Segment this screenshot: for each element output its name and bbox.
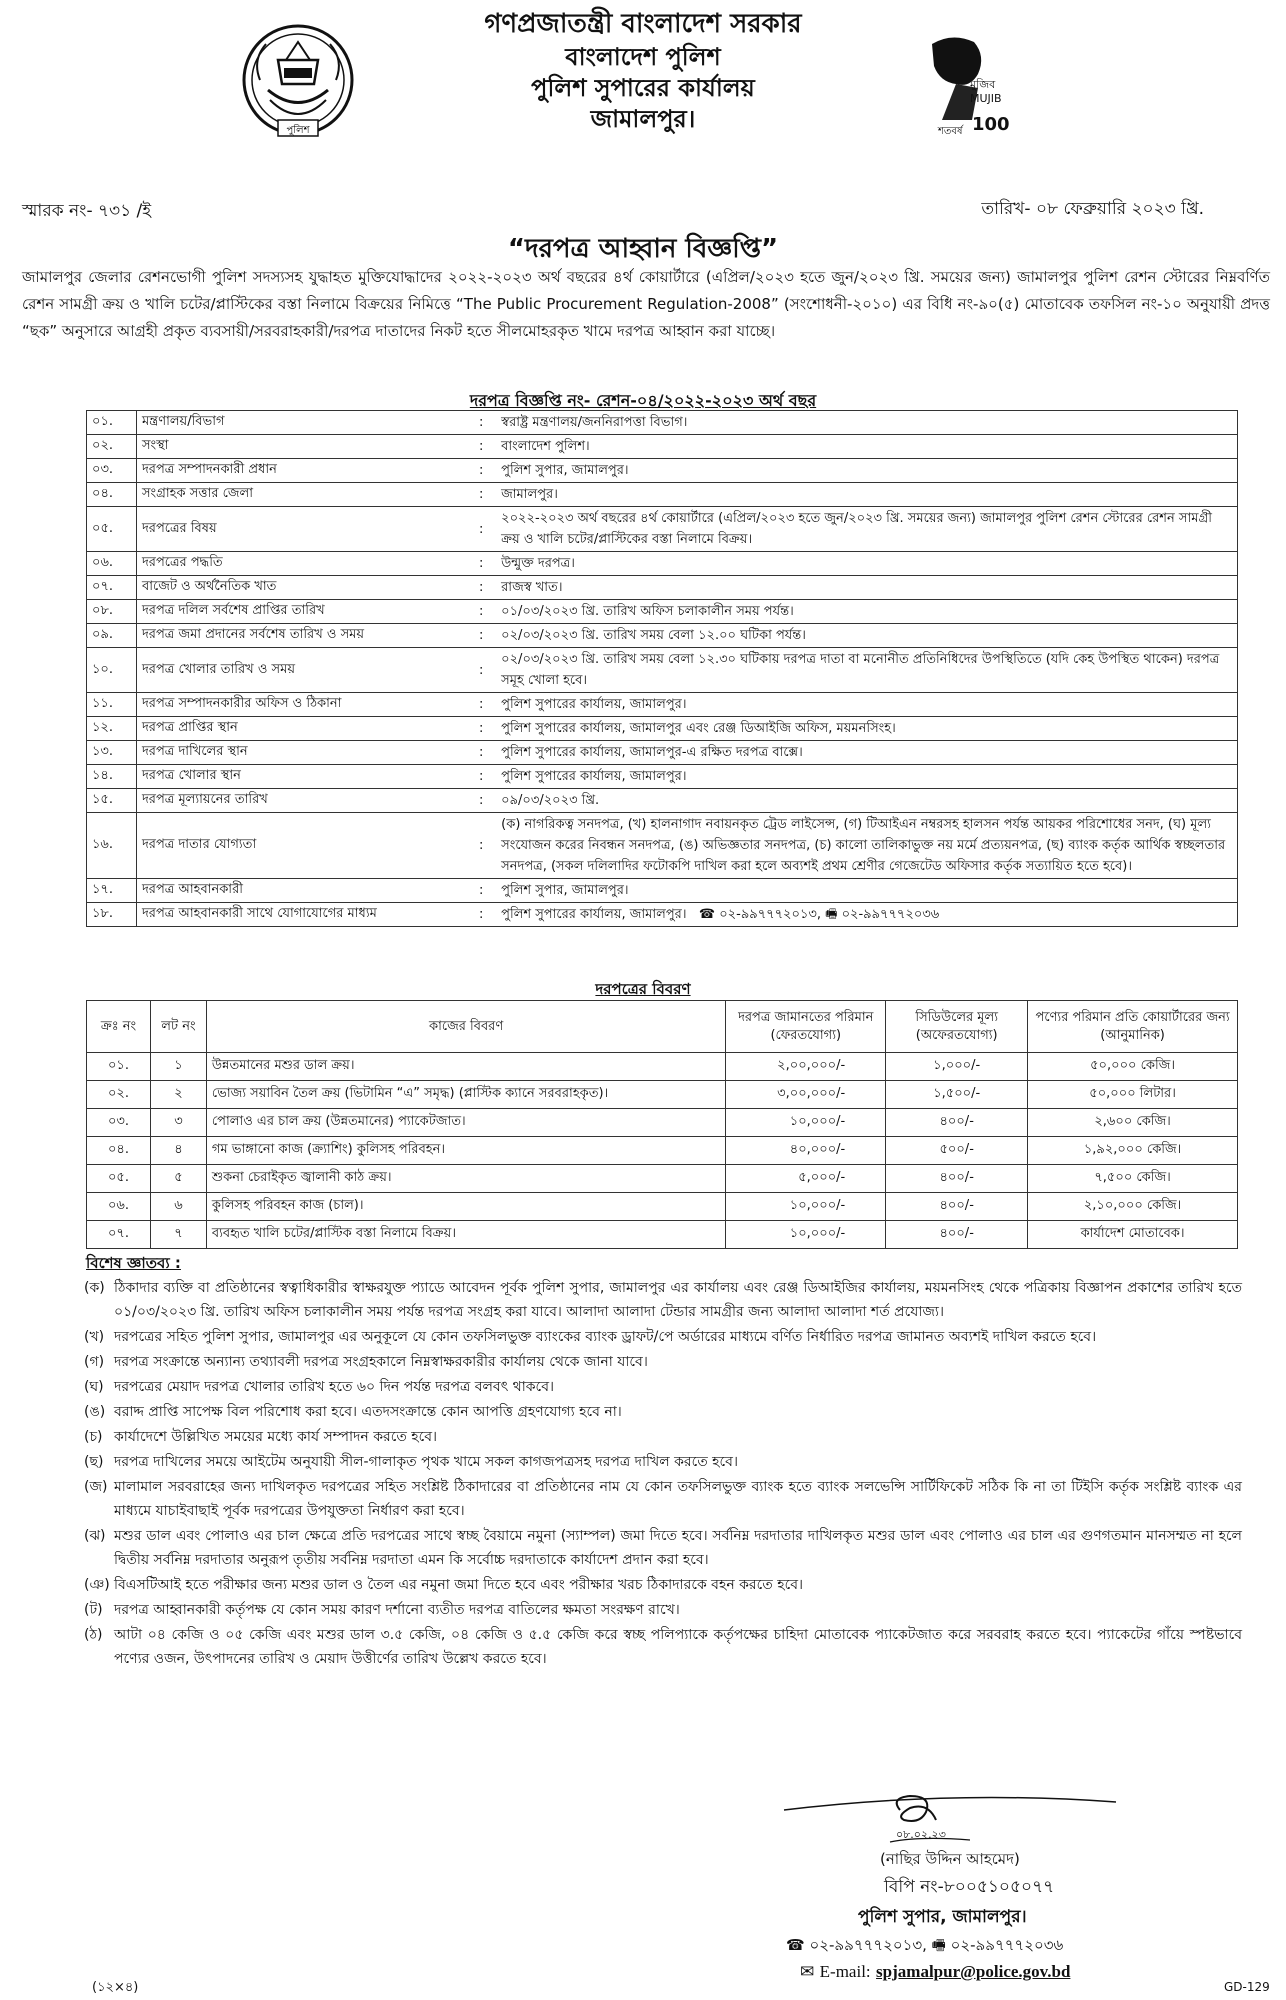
signatory-name: (নাছির উদ্দিন আহমেদ) (880, 1850, 1020, 1868)
info-row-number: ০৫. (87, 507, 137, 552)
contact-fax: ০২-৯৯৭৭৭২০৩৬ (841, 907, 940, 922)
detail-security: ৩,০০,০০০/- (726, 1081, 886, 1109)
letterhead (0, 8, 1286, 135)
detail-description: পোলাও এর চাল ক্রয় (উন্নতমানের) প্যাকেটজাত। (206, 1109, 725, 1137)
info-row-colon: : (466, 765, 496, 789)
info-row (87, 435, 1238, 459)
detail-quantity: ২,১০,০০০ কেজি। (1028, 1193, 1238, 1221)
detail-schedule: ৪০০/- (886, 1193, 1028, 1221)
detail-lot: ৪ (150, 1137, 206, 1165)
info-row-value (496, 903, 1237, 927)
info-row-value: জামালপুর। (496, 483, 1237, 507)
detail-lot: ৩ (150, 1109, 206, 1137)
special-note-text: দরপত্রের মেয়াদ দরপত্র খোলার তারিখ হতে ৬০ দিন পর্যন্ত দরপত্র বলবৎ থাকবে। (114, 1379, 554, 1395)
special-note-text: দরপত্র দাখিলের সময়ে আইটেম অনুযায়ী সীল-গালাকৃত পৃথক খামে সকল কাগজপত্রসহ দরপত্র দাখিল করতে হবে। (114, 1454, 738, 1470)
detail-row (87, 1081, 1238, 1109)
info-row-value: ০১/০৩/২০২৩ খ্রি. তারিখ অফিস চলাকালীন সময় পর্যন্ত। (496, 600, 1237, 624)
info-row (87, 600, 1238, 624)
contact-office: পুলিশ সুপারের কার্যালয়, জামালপুর। (501, 907, 687, 922)
detail-security: ৪০,০০০/- (726, 1137, 886, 1165)
detail-security: ১০,০০০/- (726, 1221, 886, 1249)
info-row-number: ০৬. (87, 552, 137, 576)
info-row-colon: : (466, 879, 496, 903)
intro-paragraph: জামালপুর জেলার রেশনভোগী পুলিশ সদস্যসহ যুদ্ধাহত মুক্তিযোদ্ধাদের ২০২২-২০২৩ অর্থ বছরের ৪র্থ কোয়ার্টারে (এপ্রিল/২০২৩ হতে জুন/২০২৩ খ্রি. সময়ের জন্য) জামালপুর পুলিশ রেশন স্টোরের নিম্নবর্ণিত রেশন সামগ্রী ক্রয় ও খালি চটের/প্লাস্টিকের বস্তা নিলামে বিক্রয়ের নিমিত্তে “The Public Procurement Regulation-2008” (সংশোধনী-২০১০) এর বিধি নং-৯০(৫) মোতাবেক তফসিল নং-১০ অনুযায়ী প্রদত্ত “ছক” অনুসারে আগ্রহী প্রকৃত ব্যবসায়ী/সরবরাহকারী/দরপত্র দাতাদের নিকট হতে সীলমোহরকৃত খামে দরপত্র আহ্বান করা যাচ্ছে। (22, 268, 1270, 340)
info-row-colon: : (466, 624, 496, 648)
info-row-label: দরপত্র প্রাপ্তির স্থান (136, 717, 466, 741)
details-heading: দরপত্রের বিবরণ (595, 980, 691, 998)
info-row-label: দরপত্র জমা প্রদানের সর্বশেষ তারিখ ও সময় (136, 624, 466, 648)
info-row-colon: : (466, 789, 496, 813)
special-note-item (22, 1375, 1242, 1399)
detail-schedule: ৪০০/- (886, 1165, 1028, 1193)
info-row-colon: : (466, 435, 496, 459)
info-row-number: ০৩. (87, 459, 137, 483)
info-row-colon: : (466, 552, 496, 576)
info-row-label: দরপত্রের পদ্ধতি (136, 552, 466, 576)
detail-schedule: ১,০০০/- (886, 1053, 1028, 1081)
info-row-number: ১২. (87, 717, 137, 741)
info-row-value: ০২/০৩/২০২৩ খ্রি. তারিখ সময় বেলা ১২.০০ ঘটিকা পর্যন্ত। (496, 624, 1237, 648)
info-row-colon: : (466, 717, 496, 741)
special-note-marker: (ঘ) (84, 1379, 104, 1395)
logo-right-text-4: 100 (972, 114, 1010, 135)
detail-description: ভোজ্য সয়াবিন তৈল ক্রয় (ভিটামিন “এ” সমৃদ্ধ) (প্লাস্টিক ক্যানে সরবরাহকৃত)। (206, 1081, 725, 1109)
info-row-number: ০৯. (87, 624, 137, 648)
info-row (87, 483, 1238, 507)
detail-row (87, 1221, 1238, 1249)
info-row-value: (ক) নাগরিকত্ব সনদপত্র, (খ) হালনাগাদ নবায়নকৃত ট্রেড লাইসেন্স, (গ) টিআইএন নম্বরসহ হালসন পর্যন্ত আয়কর পরিশোধের সনদ, (ঘ) মূল্য সংযোজন করের নিবন্ধন সনদপত্র, (ঙ) অভিজ্ঞতার সনদপত্র, (চ) কালো তালিকাভুক্ত নয় মর্মে প্রত্যয়নপত্র, (ছ) ব্যাংক কর্তৃক আর্থিক স্বচ্ছলতার সনদপত্র, (সকল দলিলাদির ফটোকপি দাখিল করা হলে অব্যশই প্রথম শ্রেণীর গেজেটেড অফিসার কর্তৃক সত্যায়িত হতে হবে)। (496, 813, 1237, 879)
header-lot: লট নং (150, 1001, 206, 1053)
special-note-item (22, 1325, 1242, 1349)
special-note-item (22, 1524, 1242, 1572)
detail-quantity: ৭,৫০০ কেজি। (1028, 1165, 1238, 1193)
info-row-label: দরপত্র খোলার স্থান (136, 765, 466, 789)
detail-quantity: ১,৯২,০০০ কেজি। (1028, 1137, 1238, 1165)
info-row-colon: : (466, 459, 496, 483)
info-row-label: দরপত্রের বিষয় (136, 507, 466, 552)
info-row-number: ০২. (87, 435, 137, 459)
special-note-item (22, 1450, 1242, 1474)
detail-lot: ২ (150, 1081, 206, 1109)
special-note-item (22, 1400, 1242, 1424)
signature-date: ০৮.০২.২৩ (896, 1828, 946, 1841)
info-row-colon: : (466, 411, 496, 435)
detail-lot: ৭ (150, 1221, 206, 1249)
detail-header-row (87, 1001, 1238, 1053)
envelope-icon: ✉ (800, 1962, 815, 1982)
detail-description: ব্যবহৃত খালি চটের/প্লাস্টিক বস্তা নিলামে বিক্রয়। (206, 1221, 725, 1249)
info-row-number: ০৮. (87, 600, 137, 624)
contact-phone: ০২-৯৯৭৭৭২০১৩, (719, 907, 821, 922)
tender-info-body (87, 411, 1238, 927)
detail-description: কুলিসহ পরিবহন কাজ (চাল)। (206, 1193, 725, 1221)
info-row (87, 576, 1238, 600)
special-note-item (22, 1350, 1242, 1374)
detail-description: শুকনা চেরাইকৃত জ্বালানী কাঠ ক্রয়। (206, 1165, 725, 1193)
organization-name: বাংলাদেশ পুলিশ (565, 42, 721, 71)
info-row-label: দরপত্র মূল্যায়নের তারিখ (136, 789, 466, 813)
detail-schedule: ১,৫০০/- (886, 1081, 1028, 1109)
special-note-marker: (ক) (84, 1280, 105, 1296)
info-row-value: ০৯/০৩/২০২৩ খ্রি. (496, 789, 1237, 813)
detail-lot: ৬ (150, 1193, 206, 1221)
special-note-text: ঠিকাদার ব্যক্তি বা প্রতিষ্ঠানের স্বত্বাধিকারীর স্বাক্ষরযুক্ত প্যাডে আবেদন পূর্বক পুলিশ সুপার, জামালপুর এর কার্যালয় এবং রেঞ্জ ডিআইজির কার্যালয়, ময়মনসিংহ থেকে পত্রিকায় বিজ্ঞাপন প্রকাশের তারিখ হতে ০১/০৩/২০২৩ খ্রি. তারিখ অফিস চলাকালীন সময় পর্যন্ত দরপত্র সংগ্রহ করা যাবে। আলাদা আলাদা টেন্ডার সামগ্রীর জন্য আলাদা আলাদা শর্ত প্রযোজ্য। (114, 1280, 1242, 1320)
special-note-item (22, 1573, 1242, 1597)
detail-description: উন্নতমানের মশুর ডাল ক্রয়। (206, 1053, 725, 1081)
phone-icon: ☎ (698, 907, 716, 922)
detail-security: ১০,০০০/- (726, 1193, 886, 1221)
special-note-item (22, 1475, 1242, 1523)
special-note-marker: (ট) (84, 1602, 103, 1618)
special-notes-list (22, 1276, 1242, 1672)
special-note-item (22, 1598, 1242, 1622)
info-row-colon: : (466, 648, 496, 693)
info-row-18 (87, 903, 1238, 927)
info-row-value: পুলিশ সুপারের কার্যালয়, জামালপুর এবং রেঞ্জ ডিআইজি অফিস, ময়মনসিংহ। (496, 717, 1237, 741)
issue-date: তারিখ- ০৮ ফেব্রুয়ারি ২০২৩ খ্রি. (981, 199, 1204, 219)
info-row (87, 624, 1238, 648)
detail-serial: ০৫. (87, 1165, 151, 1193)
office-location: জামালপুর। (590, 105, 696, 134)
special-note-text: দরপত্র সংক্রান্তে অন্যান্য তথ্যাবলী দরপত্র সংগ্রহকালে নিম্নস্বাক্ষরকারীর কার্যালয় থেকে জানা যাবে। (114, 1354, 648, 1370)
info-row-label: দরপত্র সম্পাদনকারী প্রধান (136, 459, 466, 483)
special-note-text: কার্যাদেশে উল্লিখিত সময়ের মধ্যে কার্য সম্পাদন করতে হবে। (114, 1429, 438, 1445)
memo-number: স্মারক নং- ৭৩১ /ই (22, 201, 152, 221)
footer-size-note: (১২×৪) (92, 1980, 139, 1995)
info-row-number: ১৮. (87, 903, 137, 927)
info-row (87, 813, 1238, 879)
header-quantity: পণ্যের পরিমান প্রতি কোয়ার্টারের জন্য (আনুমানিক) (1028, 1001, 1238, 1053)
signatory-email-line (800, 1962, 1070, 1982)
detail-quantity: ৫০,০০০ লিটার। (1028, 1081, 1238, 1109)
info-row-label: দরপত্র দলিল সর্বশেষ প্রাপ্তির তারিখ (136, 600, 466, 624)
info-row-label: সংগ্রাহক সত্তার জেলা (136, 483, 466, 507)
special-note-marker: (খ) (84, 1329, 105, 1345)
info-row-label: দরপত্র দাতার যোগ্যতা (136, 813, 466, 879)
info-row-label: মন্ত্রণালয়/বিভাগ (136, 411, 466, 435)
detail-security: ১০,০০০/- (726, 1109, 886, 1137)
detail-row (87, 1053, 1238, 1081)
detail-quantity: ৫০,০০০ কেজি। (1028, 1053, 1238, 1081)
header-security: দরপত্র জামানতের পরিমান (ফেরতযোগ্য) (726, 1001, 886, 1053)
special-note-item (22, 1425, 1242, 1449)
fax-icon: 🖷 (931, 1936, 946, 1954)
info-row-value: পুলিশ সুপারের কার্যালয়, জামালপুর। (496, 693, 1237, 717)
info-row-value: ২০২২-২০২৩ অর্থ বছরের ৪র্থ কোয়ার্টারে (এপ্রিল/২০২৩ হতে জুন/২০২৩ খ্রি. সময়ের জন্য) জামালপুর পুলিশ রেশন স্টোরের রেশন সামগ্রী ক্রয় ও খালি চটের/প্লাস্টিকের বস্তা নিলামে বিক্রয়। (496, 507, 1237, 552)
info-row-number: ১৬. (87, 813, 137, 879)
info-row-number: ১৩. (87, 741, 137, 765)
detail-description: গম ভাঙ্গানো কাজ (ক্র্যাশিং) কুলিসহ পরিবহন। (206, 1137, 725, 1165)
info-row-colon: : (466, 507, 496, 552)
info-row-label: দরপত্র খোলার তারিখ ও সময় (136, 648, 466, 693)
info-row (87, 741, 1238, 765)
info-row-value: বাংলাদেশ পুলিশ। (496, 435, 1237, 459)
detail-table-header (87, 1001, 1238, 1053)
detail-schedule: ৫০০/- (886, 1137, 1028, 1165)
notice-title: “দরপত্র আহ্বান বিজ্ঞপ্তি” (507, 234, 779, 264)
info-row (87, 717, 1238, 741)
header-schedule: সিডিউলের মূল্য (অফেরতযোগ্য) (886, 1001, 1028, 1053)
header-description: কাজের বিবরণ (206, 1001, 725, 1053)
special-note-marker: (চ) (84, 1429, 103, 1445)
logo-right-text-1: মুজিব (970, 78, 996, 91)
email-address[interactable]: spjamalpur@police.gov.bd (876, 1962, 1071, 1981)
info-row-colon: : (466, 576, 496, 600)
signatory-phone: ০২-৯৯৭৭৭২০১৩, (809, 1936, 927, 1954)
info-row-value: পুলিশ সুপার, জামালপুর। (496, 459, 1237, 483)
header-serial: ক্রঃ নং (87, 1001, 151, 1053)
detail-row (87, 1165, 1238, 1193)
signatory-fax: ০২-৯৯৭৭৭২০৩৬ (950, 1936, 1064, 1954)
info-row (87, 507, 1238, 552)
detail-serial: ০১. (87, 1053, 151, 1081)
tender-detail-table (86, 1000, 1238, 1249)
info-row-colon: : (466, 813, 496, 879)
info-row-number: ১৭. (87, 879, 137, 903)
info-row-value: পুলিশ সুপার, জামালপুর। (496, 879, 1237, 903)
special-note-text: দরপত্র আহ্বানকারী কর্তৃপক্ষ যে কোন সময় কারণ দর্শানো ব্যতীত দরপত্র বাতিলের ক্ষমতা সংরক্ষণ রাখে। (114, 1602, 680, 1618)
special-notes-heading: বিশেষ জ্ঞাতব্য : (86, 1254, 181, 1272)
info-row-label: দরপত্র দাখিলের স্থান (136, 741, 466, 765)
government-name: গণপ্রজাতন্ত্রী বাংলাদেশ সরকার (484, 9, 802, 39)
signatory-bp-number: বিপি নং-৮০০৫১০৫০৭৭ (884, 1877, 1055, 1897)
detail-lot: ৫ (150, 1165, 206, 1193)
special-note-text: বিএসটিআই হতে পরীক্ষার জন্য মশুর ডাল ও তৈল এর নমুনা জমা দিতে হবে এবং পরীক্ষার খরচ ঠিকাদারকে বহন করতে হবে। (114, 1577, 803, 1593)
special-note-text: মালামাল সরবরাহের জন্য দাখিলকৃত দরপত্রের সহিত সংশ্লিষ্ট ঠিকাদারের বা প্রতিষ্ঠানের নাম যে কোন তফসিলভুক্ত ব্যাংক হতে ব্যাংক সলভেন্সি সার্টিফিকেট সঠিক কি না তা টিইসি কর্তৃক সংশ্লিষ্ট ব্যাংক এর মাধ্যমে যাচাইবাছাই পূর্বক দরপত্রের উপযুক্ততা নির্ধারণ করা হবে। (114, 1479, 1242, 1519)
info-row-colon: : (466, 903, 496, 927)
info-row-number: ০৪. (87, 483, 137, 507)
info-row-value: রাজস্ব খাত। (496, 576, 1237, 600)
detail-serial: ০৩. (87, 1109, 151, 1137)
detail-schedule: ৪০০/- (886, 1109, 1028, 1137)
info-row-value: ০২/০৩/২০২৩ খ্রি. তারিখ সময় বেলা ১২.৩০ ঘটিকায় দরপত্র দাতা বা মনোনীত প্রতিনিধিদের উপস্থিতিতে (যদি কেহ উপস্থিত থাকেন) দরপত্র সমূহ খোলা হবে। (496, 648, 1237, 693)
email-label: E-mail: (819, 1962, 871, 1981)
info-row (87, 459, 1238, 483)
info-row-label: সংস্থা (136, 435, 466, 459)
special-note-marker: (ছ) (84, 1454, 104, 1470)
info-row (87, 552, 1238, 576)
special-note-text: মশুর ডাল এবং পোলাও এর চাল ক্ষেত্রে প্রতি দরপত্রের সাথে স্বচ্ছ বৈয়ামে নমুনা (স্যাম্পল) জমা দিতে হবে। সর্বনিম্ন দরদাতার দাখিলকৃত মশুর ডাল এবং পোলাও এর চাল এর গুণগতমান মানসম্মত না হলে দ্বিতীয় সর্বনিম্ন দরদাতার অনুরূপ তৃতীয় সর্বনিম্ন দরদাতা এমন কি সর্বোচ্চ দরদাতাকে কার্যাদেশ প্রদান করা হবে। (114, 1528, 1242, 1568)
special-note-marker: (জ) (84, 1479, 108, 1495)
info-row-value: উন্মুক্ত দরপত্র। (496, 552, 1237, 576)
notice-number: দরপত্র বিজ্ঞপ্তি নং- রেশন-০৪/২০২২-২০২৩ অর্থ বছর (469, 391, 817, 410)
info-row-number: ১১. (87, 693, 137, 717)
special-note-marker: (ঝ) (84, 1528, 106, 1544)
logo-right-text-3: MUJIB (970, 92, 1002, 105)
special-note-marker: (গ) (84, 1354, 105, 1370)
detail-quantity: কার্যাদেশ মোতাবেক। (1028, 1221, 1238, 1249)
logo-left-text: পুলিশ (286, 125, 310, 136)
fax-icon: 🖷 (825, 907, 838, 922)
detail-serial: ০৬. (87, 1193, 151, 1221)
signatory-title: পুলিশ সুপার, জামালপুর। (858, 1907, 1027, 1927)
detail-serial: ০২. (87, 1081, 151, 1109)
detail-row (87, 1109, 1238, 1137)
info-row-label: দরপত্র সম্পাদনকারীর অফিস ও ঠিকানা (136, 693, 466, 717)
detail-security: ২,০০,০০০/- (726, 1053, 886, 1081)
info-row (87, 789, 1238, 813)
info-row-colon: : (466, 600, 496, 624)
detail-schedule: ৪০০/- (886, 1221, 1028, 1249)
detail-row (87, 1137, 1238, 1165)
info-row-value: স্বরাষ্ট্র মন্ত্রণালয়/জননিরাপত্তা বিভাগ। (496, 411, 1237, 435)
special-note-text: বরাদ্দ প্রাপ্তি সাপেক্ষ বিল পরিশোধ করা হবে। এতদসংক্রান্তে কোন আপত্তি গ্রহণযোগ্য হবে না। (114, 1404, 622, 1420)
signatory-contact (786, 1934, 1063, 1960)
detail-quantity: ২,৬০০ কেজি। (1028, 1109, 1238, 1137)
tender-info-table (86, 410, 1238, 927)
info-row-colon: : (466, 693, 496, 717)
info-row-label: দরপত্র আহবানকারী সাথে যোগাযোগের মাধ্যম (136, 903, 466, 927)
info-row (87, 648, 1238, 693)
detail-lot: ১ (150, 1053, 206, 1081)
special-note-text: আটা ০৪ কেজি ও ০৫ কেজি এবং মশুর ডাল ৩.৫ কেজি, ০৪ কেজি ও ৫.৫ কেজি করে স্বচ্ছ পলিপ্যাকে কর্তৃপক্ষের চাহিদা মোতাবেক প্যাকেটজাত করে সরবরাহ করতে হবে। প্যাকেটের গাঁয়ে স্পষ্টভাবে পণ্যের ওজন, উৎপাদনের তারিখ ও মেয়াদ উত্তীর্ণের তারিখ উল্লেখ করতে হবে। (114, 1627, 1242, 1667)
info-row-colon: : (466, 483, 496, 507)
info-row (87, 411, 1238, 435)
phone-icon: ☎ (786, 1936, 805, 1954)
logo-right-text-2: শতবর্ষ (938, 126, 963, 137)
info-row-value: পুলিশ সুপারের কার্যালয়, জামালপুর। (496, 765, 1237, 789)
footer-code: GD-129 (1224, 1980, 1270, 1994)
special-note-marker: (ঙ) (84, 1404, 106, 1420)
detail-row (87, 1193, 1238, 1221)
info-row-number: ০৭. (87, 576, 137, 600)
special-note-marker: (ঞ) (84, 1577, 110, 1593)
info-row (87, 879, 1238, 903)
special-note-text: দরপত্রের সহিত পুলিশ সুপার, জামালপুর এর অনুকূলে যে কোন তফসিলভুক্ত ব্যাংকের ব্যাংক ড্রাফট/পে অর্ডারের মাধ্যমে বর্ণিত নির্ধারিত দরপত্র জামানত অব্যশই দাখিল করতে হবে। (114, 1329, 1097, 1345)
info-row-value: পুলিশ সুপারের কার্যালয়, জামালপুর-এ রক্ষিত দরপত্র বাক্সে। (496, 741, 1237, 765)
special-note-marker: (ঠ) (84, 1627, 103, 1643)
info-row-number: ১০. (87, 648, 137, 693)
info-row-label: বাজেট ও অর্থনৈতিক খাত (136, 576, 466, 600)
special-note-item (22, 1623, 1242, 1671)
info-row-colon: : (466, 741, 496, 765)
detail-serial: ০৪. (87, 1137, 151, 1165)
detail-serial: ০৭. (87, 1221, 151, 1249)
info-row-label: দরপত্র আহবানকারী (136, 879, 466, 903)
info-row (87, 693, 1238, 717)
info-row-number: ১৪. (87, 765, 137, 789)
special-note-item (22, 1276, 1242, 1324)
info-row-number: ০১. (87, 411, 137, 435)
info-row (87, 765, 1238, 789)
detail-table-body (87, 1053, 1238, 1249)
info-row-number: ১৫. (87, 789, 137, 813)
detail-security: ৫,০০০/- (726, 1165, 886, 1193)
office-name: পুলিশ সুপারের কার্যালয় (531, 73, 755, 102)
